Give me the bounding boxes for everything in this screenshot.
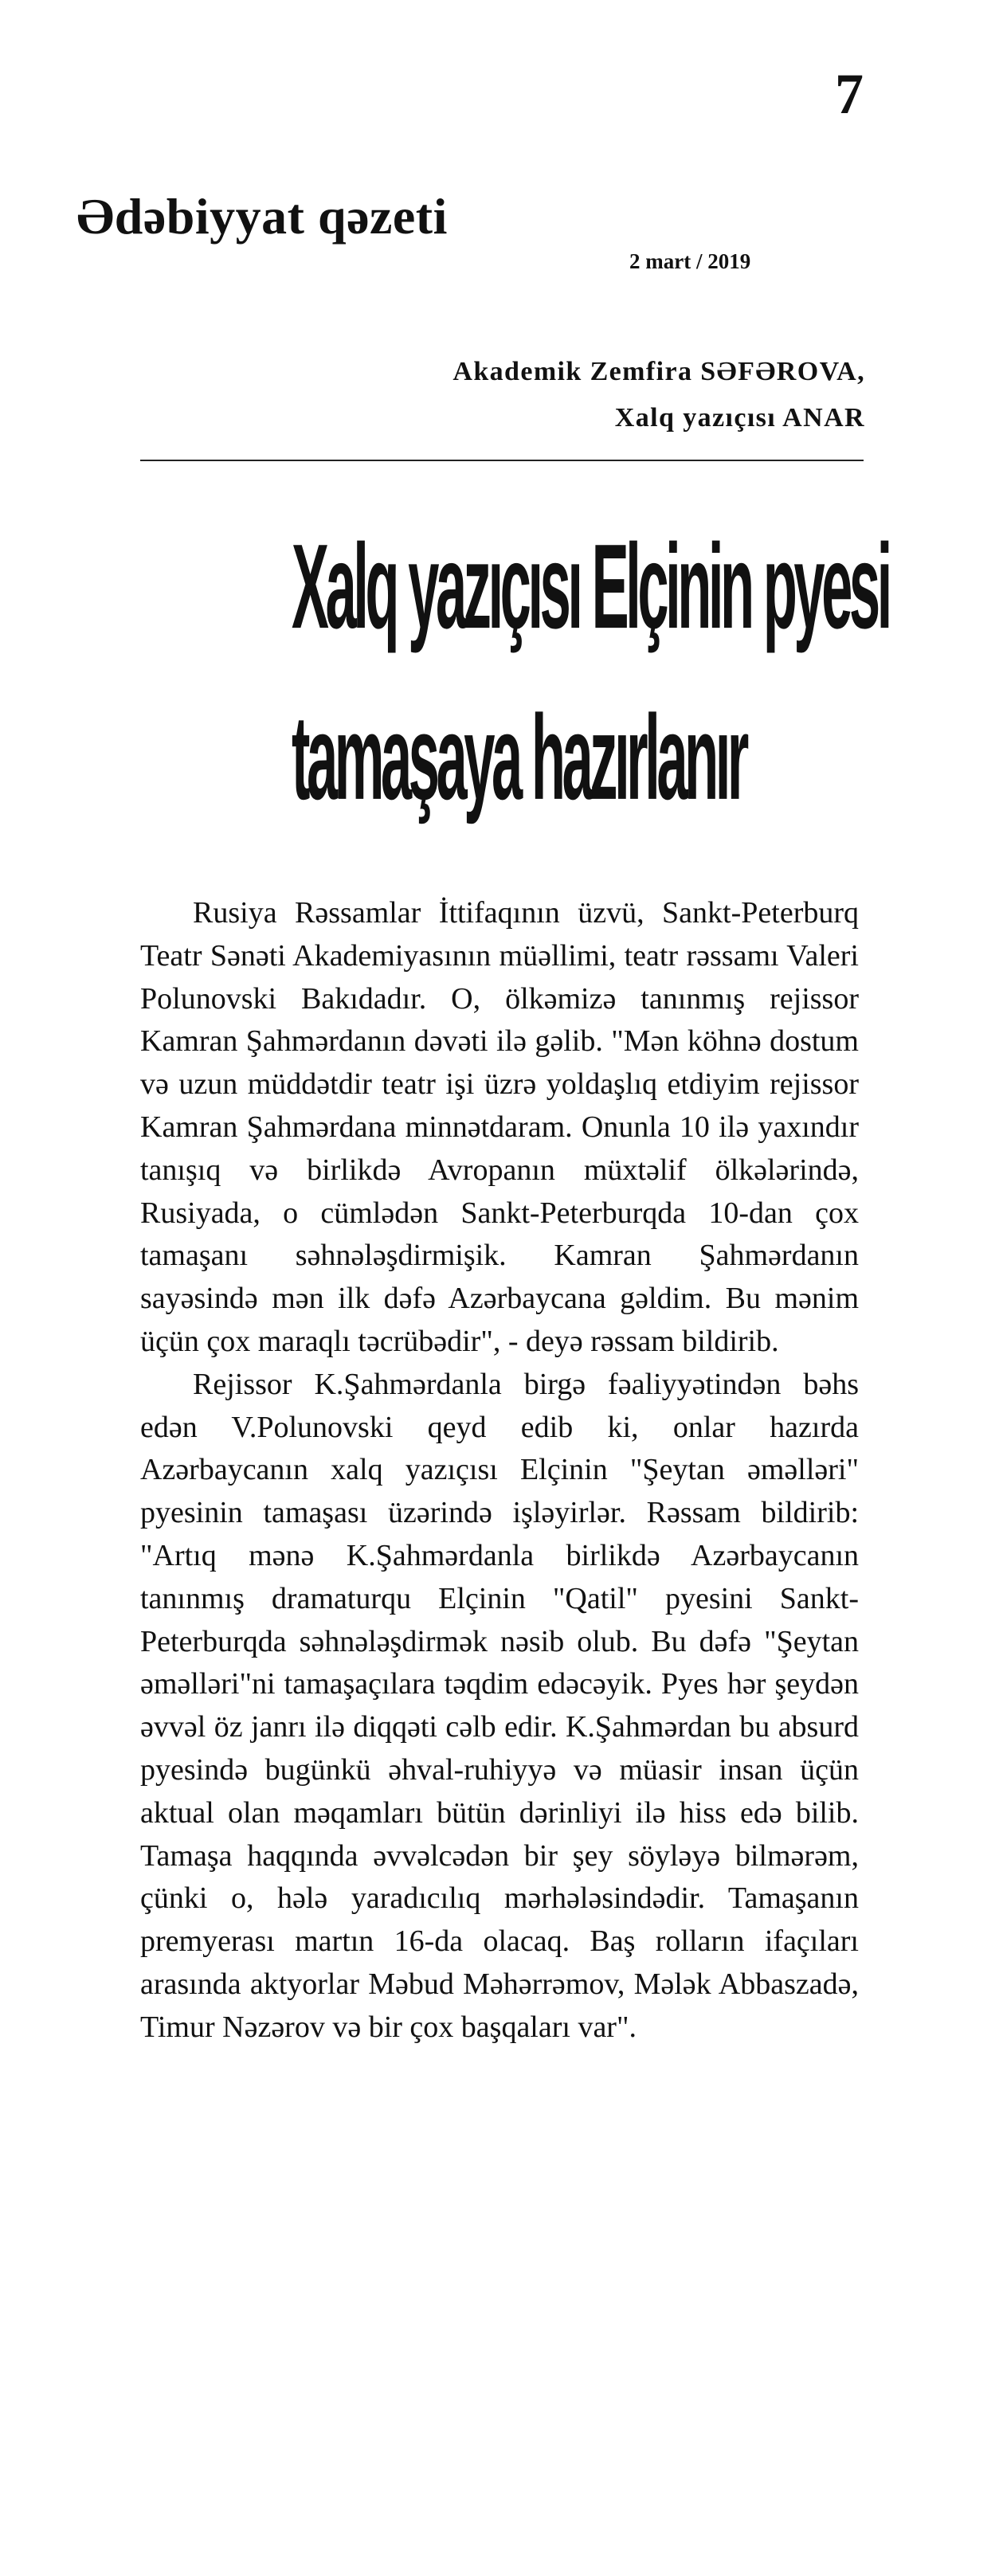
byline [452,349,865,441]
byline-author-1: Akademik Zemfira SƏFƏROVA, [452,357,865,386]
headline-line-1: Xalq yazıçısı Elçinin pyesi [292,519,889,655]
header-divider [140,460,864,461]
article-paragraph-2: Rejissor K.Şahmərdanla birgə fəaliyyətindən bəhs edən V.Polunovski qeyd edib ki, onlar hazırda Azərbaycanın xalq yazıçısı Elçinin "Şeytan əməlləri" pyesinin tamaşası üzərində işləyirlər. Rəssam bildirib: "Artıq mənə K.Şahmərdanla birlikdə Azərbaycanın tanınmış dramaturqu Elçinin "Qatil" pyesini Sankt-Peterburqda səhnələşdirmək nəsib olub. Bu dəfə "Şeytan əməlləri"ni tamaşaçılara təqdim edəcəyik. Pyes hər şeydən əvvəl öz janrı ilə diqqəti cəlb edir. K.Şahmərdan bu absurd pyesində bugünkü əhval-ruhiyyə və müasir insan üçün aktual olan məqamları bütün dərinliyi ilə hiss edə bilib. Tamaşa haqqında əvvəlcədən bir şey söyləyə bilmərəm, çünki o, hələ yaradıcılıq mərhələsindədir. Tamaşanın premyerası martın 16-da olacaq. Baş rolların ifaçıları arasında aktyorlar Məbud Məhərrəmov, Mələk Abbaszadə, Timur Nəzərov və bir çox başqaları var". [140,1367,859,2044]
newspaper-title: Ədəbiyyat qəzeti [76,188,448,245]
headline-line-2: tamaşaya hazırlanır [292,691,746,825]
page-number: 7 [835,62,864,126]
article-body [140,892,859,2049]
byline-author-2: Xalq yazıçısı ANAR [614,403,865,433]
article-paragraph-1: Rusiya Rəssamlar İttifaqının üzvü, Sankt-Peterburq Teatr Sənəti Akademiyasının müəllimi, teatr rəssamı Valeri Polunovski Bakıdadır. O, ölkəmizə tanınmış rejissor Kamran Şahmərdanın dəvəti ilə gəlib. "Mən köhnə dostum və uzun müddətdir teatr işi üzrə yoldaşlıq etdiyim rejissor Kamran Şahmərdana minnətdaram. Onunla 10 ilə yaxındır tanışıq və birlikdə Avropanın müxtəlif ölkələrində, Rusiyada, o cümlədən Sankt-Peterburqda 10-dan çox tamaşanı səhnələşdirmişik. Kamran Şahmərdanın sayəsində mən ilk dəfə Azərbaycana gəldim. Bu mənim üçün çox maraqlı təcrübədir", - deyə rəssam bildirib. [140,896,859,1358]
article-headline [292,502,889,844]
issue-date: 2 mart / 2019 [629,249,751,273]
